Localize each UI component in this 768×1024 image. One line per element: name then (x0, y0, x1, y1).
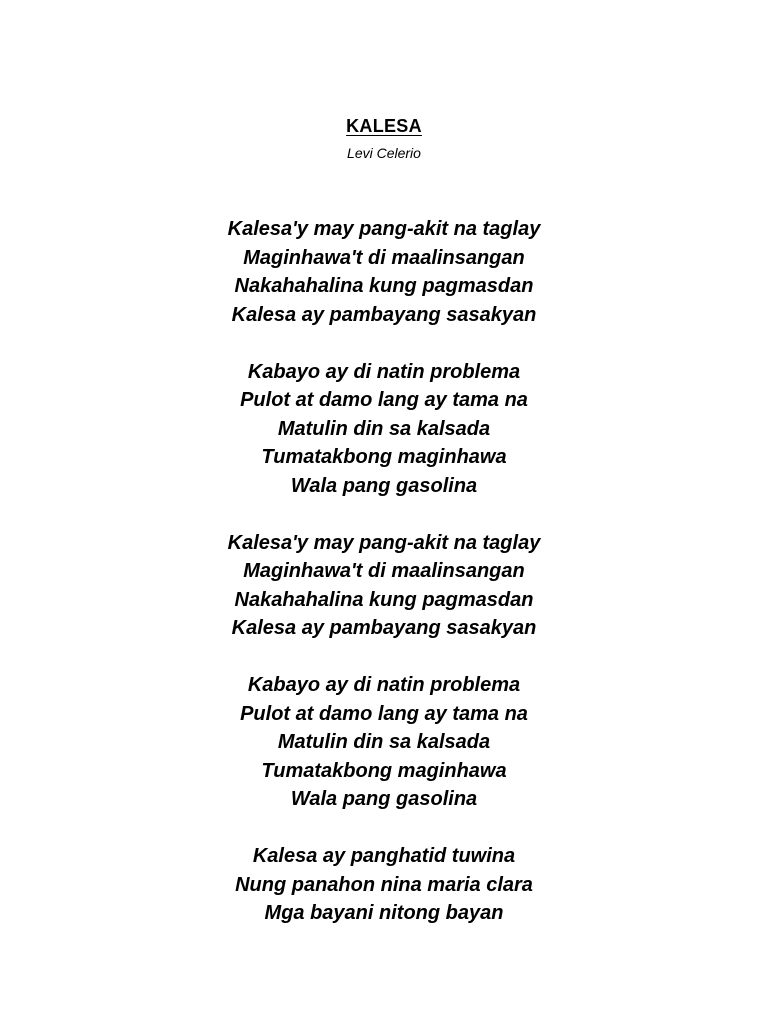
song-title: KALESA (346, 116, 422, 136)
lyric-line: Kalesa ay pambayang sasakyan (231, 303, 537, 326)
lyric-line: Kalesa ay pambayang sasakyan (231, 617, 537, 639)
lyric-line: Nakahahalina kung pagmasdan (234, 588, 534, 611)
stanza-2 (0, 358, 768, 501)
song-author: Levi Celerio (347, 145, 421, 161)
lyric-line: Matulin din sa kalsada (277, 417, 491, 440)
lyric-line: Kabayo ay di natin problema (247, 360, 521, 383)
stanza-3 (0, 529, 768, 643)
lyric-line: Maginhawa't di maalinsangan (243, 246, 525, 269)
lyric-line: Nakahahalina kung pagmasdan (234, 275, 534, 297)
lyric-line: Matulin din sa kalsada (277, 731, 491, 753)
lyric-line: Kalesa'y may pang-akit na taglay (227, 218, 541, 240)
stanza-1 (0, 215, 768, 329)
lyric-line: Tumatakbong maginhawa (261, 759, 507, 782)
lyric-line: Kalesa ay panghatid tuwina (252, 845, 516, 867)
stanza-5 (0, 842, 768, 928)
lyrics-body (0, 215, 768, 956)
stanza-4 (0, 671, 768, 814)
lyric-line: Pulot at damo lang ay tama na (240, 702, 528, 725)
lyric-line: Tumatakbong maginhawa (261, 446, 507, 468)
lyric-line: Maginhawa't di maalinsangan (243, 560, 525, 582)
lyric-line: Wala pang gasolina (290, 788, 478, 810)
lyric-line: Wala pang gasolina (290, 474, 478, 497)
lyric-line: Nung panahon nina maria clara (235, 873, 533, 896)
lyric-line: Kabayo ay di natin problema (247, 674, 521, 696)
lyric-line: Pulot at damo lang ay tama na (240, 389, 528, 411)
lyric-line: Kalesa'y may pang-akit na taglay (227, 531, 541, 554)
lyric-line: Mga bayani nitong bayan (264, 902, 504, 924)
